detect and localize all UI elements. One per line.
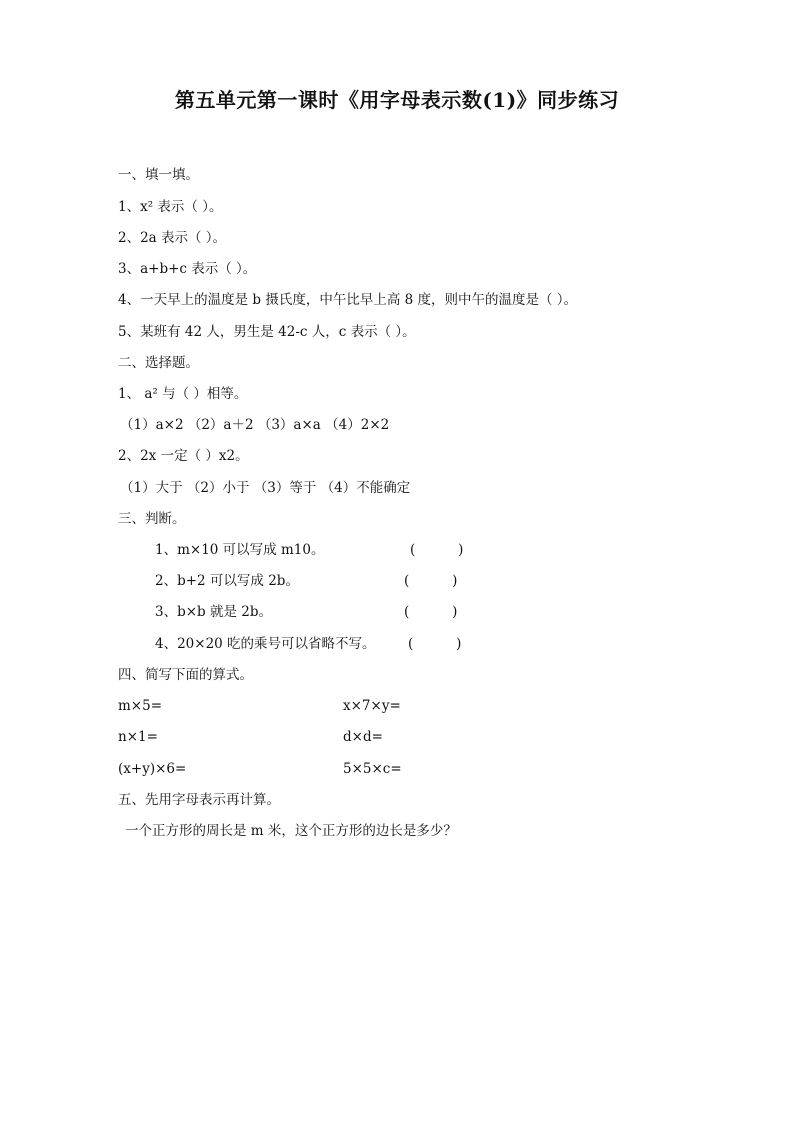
- word-problem-text: 一个正方形的周长是 m 米，这个正方形的边长是多少？: [125, 823, 457, 839]
- page-title: 第五单元第一课时《用字母表示数(1)》同步练习: [174, 88, 620, 112]
- simplify-left-2: n×1=: [118, 729, 158, 745]
- judge-question-4: 4、20×20 吃的乘号可以省略不写。: [155, 636, 376, 652]
- judge-question-1: 1、m×10 可以写成 m10。: [155, 542, 325, 558]
- simplify-right-3: 5×5×c=: [343, 761, 402, 777]
- fill-question-1: 1、x² 表示（ ）。: [118, 199, 223, 215]
- choice-question-2-options: （1）大于 （2）小于 （3）等于 （4）不能确定: [120, 480, 411, 496]
- judge-answer-blank-2: ( ): [404, 573, 458, 589]
- simplify-right-1: x×7×y=: [343, 698, 401, 714]
- choice-question-1-options: （1）a×2 （2）a＋2 （3）a×a （4）2×2: [120, 417, 390, 433]
- section-heading-simplify: 四、简写下面的算式。: [118, 667, 253, 683]
- section-heading-choice: 二、选择题。: [118, 355, 199, 371]
- section-heading-judge: 三、判断。: [118, 511, 186, 527]
- judge-question-2: 2、b+2 可以写成 2b。: [155, 573, 299, 589]
- simplify-right-2: d×d=: [343, 729, 383, 745]
- simplify-left-1: m×5=: [118, 698, 163, 714]
- section-heading-fill: 一、填一填。: [118, 167, 199, 183]
- simplify-left-3: (x+y)×6=: [118, 761, 187, 777]
- choice-question-1: 1、 a² 与（ ）相等。: [118, 386, 248, 402]
- judge-answer-blank-1: ( ): [410, 542, 464, 558]
- fill-question-5: 5、某班有 42 人，男生是 42-c 人，c 表示（ ）。: [118, 324, 416, 340]
- fill-question-4: 4、一天早上的温度是 b 摄氏度，中午比早上高 8 度，则中午的温度是（ ）。: [118, 292, 578, 308]
- section-heading-word-problem: 五、先用字母表示再计算。: [118, 792, 280, 808]
- judge-answer-blank-4: ( ): [408, 636, 462, 652]
- judge-answer-blank-3: ( ): [404, 604, 458, 620]
- fill-question-3: 3、a+b+c 表示（ ）。: [118, 261, 257, 277]
- judge-question-3: 3、b×b 就是 2b。: [155, 604, 272, 620]
- choice-question-2: 2、2x 一定（ ）x2。: [118, 448, 249, 464]
- fill-question-2: 2、2a 表示（ ）。: [118, 230, 227, 246]
